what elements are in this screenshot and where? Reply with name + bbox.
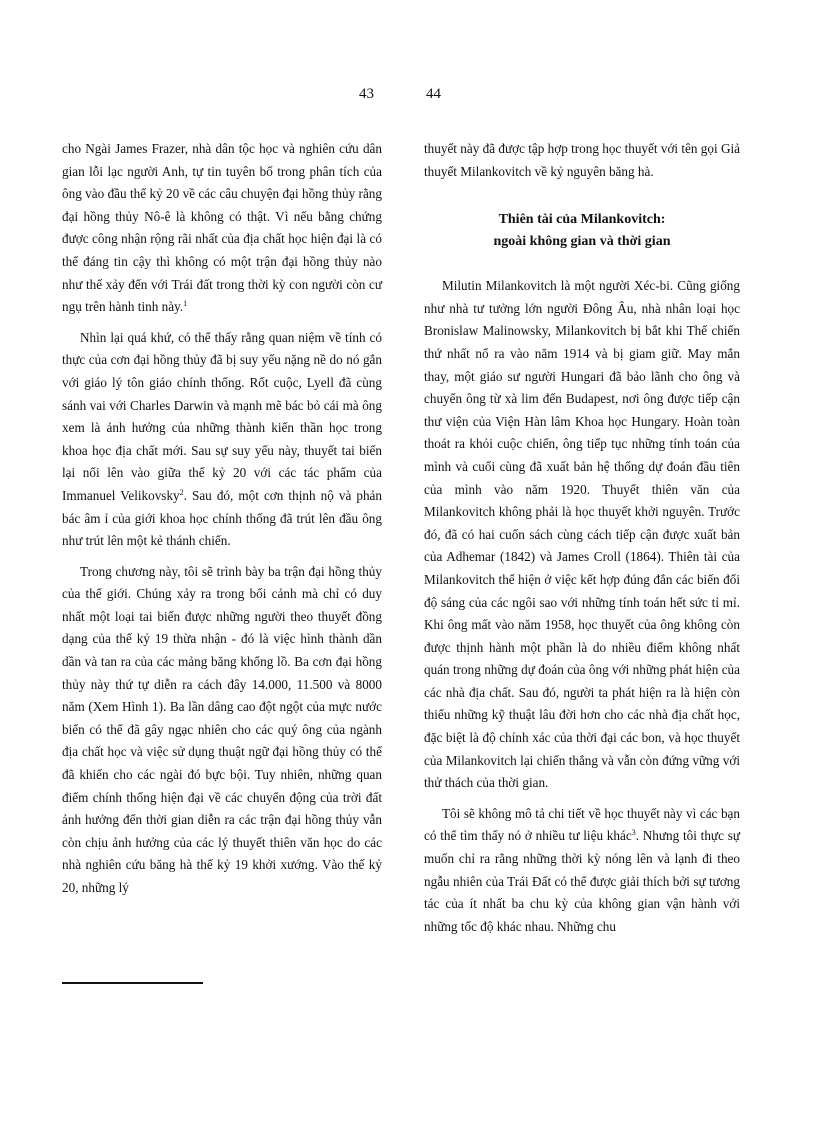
paragraph (424, 138, 740, 183)
paragraph (424, 275, 740, 795)
footnote-marker: 1 (183, 299, 188, 309)
footnote-marker: 2 (179, 487, 184, 497)
paragraph-text: Milutin Milankovitch là một người Xéc-bi. Cũng giống như nhà tư tưởng lớn người Đông Âu, nhà nhân loại học Bronislaw Malinowsky, Milankovitch bị bắt khi Thế chiến thứ nhất nổ ra vào năm 1914 và bị giam giữ. May mắn thay, một giáo sư người Hungari đã bảo lãnh cho ông và chuyển ông từ xà lim đến Budapest, nơi ông được tiếp cận thư viện của Viện Hàn lâm Khoa học Hungary. Hoàn toàn thoát ra khỏi cuộc chiến, ông tiếp tục những tính toán của mình và cuối cùng đã xuất bản hệ thống dự đoán đầu tiên của mình vào năm 1920. Thuyết thiên văn của Milankovitch không phải là học thuyết khởi nguyên. Trước đó, đã có hai cuốn sách cùng cách tiếp cận được xuất bản của Adhemar (1842) và James Croll (1864). Thiên tài của Milankovitch thể hiện ở việc kết hợp đúng đắn các biến đổi độ sáng của các ngôi sao với những tính toán hết sức tỉ mỉ. Khi ông mất vào năm 1958, học thuyết của ông không còn được thịnh hành một phần là do nhiều điểm không nhất quán trong những dự đoán của ông với những phát hiện của các nhà địa chất. Sau đó, người ta phát hiện ra là hiện còn thiếu những kỹ thuật lâu đời hơn cho các nhà địa chất học, đặc biệt là độ chính xác của thời đại các bon, và học thuyết của Milankovitch lại chiến thắng và vẫn còn đứng vững với thử thách của thời gian. (424, 278, 740, 791)
page-number-right: 44 (426, 86, 441, 102)
footnote-marker: 3 (631, 828, 636, 838)
paragraph (62, 327, 382, 553)
paragraph-text: Tôi sẽ không mô tả chi tiết về học thuyết này vì các bạn có thể tìm thấy nó ở nhiều tư liệu khác (424, 805, 740, 844)
page-number-left: 43 (359, 86, 374, 102)
right-column (424, 138, 740, 946)
section-heading (424, 209, 740, 253)
section-heading-line: ngoài không gian và thời gian (493, 234, 671, 250)
footnote-separator (62, 982, 203, 984)
paragraph (62, 138, 382, 319)
paragraph-text: . Sau đó, một cơn thịnh nộ và phản bác âm ỉ của giới khoa học chính thống đã trút lên đầu ông như trút lên một kẻ thánh chiến. (62, 487, 382, 549)
section-heading-line: Thiên tài của Milankovitch: (498, 212, 666, 228)
paragraph-text: Trong chương này, tôi sẽ trình bày ba trận đại hồng thủy của thế giới. Chúng xảy ra trong bối cảnh mà chỉ có duy nhất một loại tai biến được những người theo thuyết đồng dạng của thế kỷ 19 thừa nhận - đó là việc hình thành dần dần và tan ra của các mảng băng khổng lồ. Ba cơn đại hồng thủy này thứ tự diễn ra cách đây 14.000, 11.500 và 8000 năm (Xem Hình 1). Ba lần dâng cao đột ngột của mực nước biển có thể đã gây ngạc nhiên cho các quý ông của ngành địa chất học và việc sử dụng thuật ngữ đại hồng thủy có thể đã khiến cho các ngài đó bực bội. Tuy nhiên, những quan điểm chính thống hiện đại về các chuyển động của trời đất ảnh hưởng đến thời gian diễn ra các trận đại hồng thủy vẫn còn chịu ảnh hưởng của các lý thuyết thiên văn học do các nhà nghiên cứu băng hà thế kỷ 19 khởi xướng. Vào thế kỷ 20, những lý (62, 563, 382, 895)
paragraph (62, 561, 382, 900)
paragraph-text: Nhìn lại quá khứ, có thể thấy rằng quan niệm về tính có thực của cơn đại hồng thủy đã bị suy yếu nặng nề do nó gắn với giáo lý tôn giáo chính thống. Rốt cuộc, Lyell đã cùng sánh vai với Charles Darwin và mạnh mẽ bác bỏ cái mà ông xem là ảnh hưởng của những thành kiến thần học trong khoa học địa chất mới. Sau sự suy yếu này, thuyết tai biến lại nổi lên vào giữa thế kỷ 20 với các tác phẩm của Immanuel Velikovsky (62, 329, 382, 503)
left-column (62, 138, 382, 908)
paragraph (424, 803, 740, 939)
paragraph-text: . Nhưng tôi thực sự muốn chỉ ra rằng những thời kỳ nóng lên và lạnh đi theo ngẫu nhiên của Trái Đất có thể được giải thích bởi sự tương tác của ít nhất ba chu kỳ của không gian vận hành với những tốc độ khác nhau. Những chu (424, 828, 740, 934)
paragraph-text: cho Ngài James Frazer, nhà dân tộc học và nghiên cứu dân gian lỗi lạc người Anh, tự tin tuyên bố trong phân tích của ông vào đầu thế kỷ 20 về các câu chuyện đại hồng thủy rằng đại hồng thủy Nô-ê là không có thật. Vì nếu bằng chứng được công nhận rộng rãi nhất của địa chất học hiện đại là có thể đáng tin cậy thì không có một trận đại hồng thủy nào như thế xảy đến với Trái đất trong thời kỳ con người còn cư ngụ trên hành tinh này. (62, 141, 382, 315)
paragraph-text: thuyết này đã được tập hợp trong học thuyết với tên gọi Giả thuyết Milankovitch về kỷ nguyên băng hà. (424, 141, 740, 179)
